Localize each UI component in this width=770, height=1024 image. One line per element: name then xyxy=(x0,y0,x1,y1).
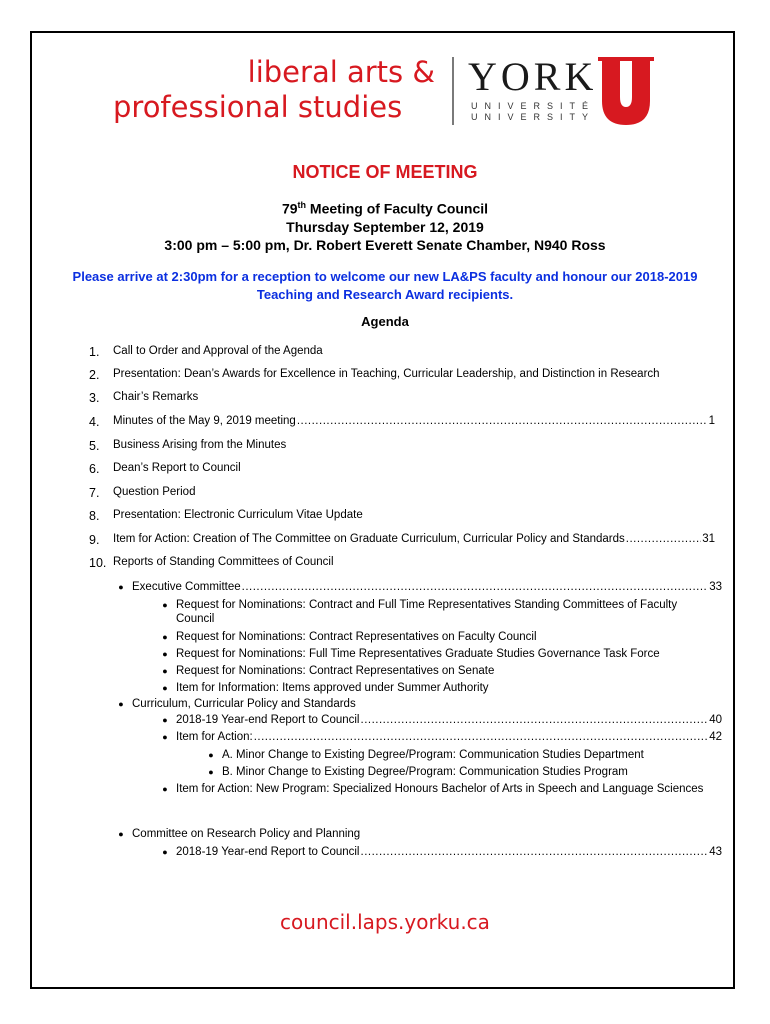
dot-leader xyxy=(626,533,701,547)
agenda-item-number: 1. xyxy=(89,345,100,359)
logo-divider xyxy=(452,57,454,125)
agenda-item-number: 3. xyxy=(89,391,100,405)
meeting-number: 79 xyxy=(281,200,298,217)
bullet-icon: ● xyxy=(162,732,168,742)
meeting-date: Thursday September 12, 2019 xyxy=(286,218,484,235)
page-number: 33 xyxy=(709,581,722,593)
bullet-icon: ● xyxy=(162,683,168,693)
agenda-item xyxy=(89,345,715,359)
committee-research xyxy=(110,827,722,841)
meeting-ordinal: th xyxy=(297,200,307,210)
meeting-details xyxy=(0,196,770,254)
committee-executive-text: Executive Committee xyxy=(132,581,241,593)
curriculum-year-end xyxy=(154,713,722,727)
dot-leader xyxy=(254,730,709,744)
council-website-link[interactable]: council.laps.yorku.ca xyxy=(280,910,490,934)
meeting-time-place: 3:00 pm – 5:00 pm, Dr. Robert Everett Senate Chamber, N940 Ross xyxy=(164,236,606,253)
curriculum-new-program xyxy=(154,782,716,796)
committee-curriculum xyxy=(110,697,722,711)
committee-curriculum-text: Curriculum, Curricular Policy and Standards xyxy=(132,698,356,710)
executive-item xyxy=(154,681,694,695)
bullet-icon: ● xyxy=(162,649,168,659)
agenda-item-page: 1 xyxy=(708,415,715,427)
agenda-item-text: Reports of Standing Committees of Council xyxy=(113,556,334,568)
agenda-item xyxy=(89,486,715,500)
agenda-item-number: 9. xyxy=(89,533,100,547)
dot-leader xyxy=(297,415,708,429)
agenda-item xyxy=(89,556,715,570)
laps-line2: professional studies xyxy=(113,90,403,124)
meeting-name xyxy=(0,196,770,218)
agenda-heading: Agenda xyxy=(361,314,409,329)
meeting-title: Meeting of Faculty Council xyxy=(306,200,489,217)
curriculum-action-text: Item for Action: xyxy=(176,731,253,743)
agenda-item-number: 5. xyxy=(89,439,100,453)
agenda-item-number: 4. xyxy=(89,415,100,429)
agenda-item xyxy=(89,391,715,405)
dot-leader xyxy=(242,580,709,594)
bullet-icon: ● xyxy=(162,666,168,676)
agenda-item-number: 6. xyxy=(89,462,100,476)
reception-notice: Please arrive at 2:30pm for a reception to welcome our new LA&PS faculty and honour our 2018-2019 Teaching and Research Award recipients. xyxy=(72,269,698,302)
research-year-end xyxy=(154,845,722,859)
agenda-item xyxy=(89,509,715,523)
agenda-item-text: Presentation: Dean’s Awards for Excellence in Teaching, Curricular Leadership, and Distinction in Research xyxy=(113,368,660,380)
agenda-item-text: Call to Order and Approval of the Agenda xyxy=(113,345,323,357)
agenda-item-number: 10. xyxy=(89,556,107,570)
curriculum-new-program-text: Item for Action: New Program: Specialized Honours Bachelor of Arts in Speech and Language Sciences xyxy=(176,783,704,795)
york-u-icon xyxy=(598,57,654,127)
executive-item-text: Request for Nominations: Contract Representatives on Senate xyxy=(176,665,495,677)
agenda-item xyxy=(89,439,715,453)
agenda-item-text: Item for Action: Creation of The Committee on Graduate Curriculum, Curricular Policy and Standards xyxy=(113,533,625,545)
action-item xyxy=(200,748,700,762)
bullet-icon: ● xyxy=(118,829,124,839)
committee-research-text: Committee on Research Policy and Planning xyxy=(132,828,361,840)
bullet-icon: ● xyxy=(118,582,124,592)
executive-item xyxy=(154,630,694,644)
page-number: 43 xyxy=(709,846,722,858)
page-number: 40 xyxy=(709,714,722,726)
bullet-icon: ● xyxy=(162,715,168,725)
laps-wordmark xyxy=(113,55,435,125)
bullet-icon: ● xyxy=(162,847,168,857)
page-number: 42 xyxy=(709,731,722,743)
universite-label: UNIVERSITÉ xyxy=(471,101,596,111)
agenda-item-text: Business Arising from the Minutes xyxy=(113,439,287,451)
executive-item xyxy=(154,647,694,661)
notice-title: NOTICE OF MEETING xyxy=(292,162,478,182)
bullet-icon: ● xyxy=(208,767,214,777)
agenda-item-text: Dean’s Report to Council xyxy=(113,462,241,474)
bullet-icon: ● xyxy=(162,784,168,794)
curriculum-year-end-text: 2018-19 Year-end Report to Council xyxy=(176,714,360,726)
agenda-item xyxy=(89,533,715,547)
agenda-item-text: Question Period xyxy=(113,486,196,498)
action-item-text: A. Minor Change to Existing Degree/Program: Communication Studies Department xyxy=(222,749,644,761)
laps-line1: liberal arts & xyxy=(247,55,435,89)
executive-item-text: Request for Nominations: Contract Representatives on Faculty Council xyxy=(176,631,537,643)
executive-item xyxy=(154,598,694,626)
executive-item xyxy=(154,664,694,678)
committee-executive xyxy=(110,580,722,594)
agenda-item xyxy=(89,415,715,429)
action-item xyxy=(200,765,700,779)
action-item-text: B. Minor Change to Existing Degree/Program: Communication Studies Program xyxy=(222,766,628,778)
research-year-end-text: 2018-19 Year-end Report to Council xyxy=(176,846,360,858)
bullet-icon: ● xyxy=(162,600,168,610)
agenda-item-number: 7. xyxy=(89,486,100,500)
university-label: UNIVERSITY xyxy=(471,112,596,122)
dot-leader xyxy=(361,713,709,727)
executive-item-text: Request for Nominations: Full Time Representatives Graduate Studies Governance Task Force xyxy=(176,648,660,660)
agenda-item xyxy=(89,462,715,476)
executive-item-text: Item for Information: Items approved under Summer Authority xyxy=(176,682,489,694)
agenda-item-text: Presentation: Electronic Curriculum Vitae Update xyxy=(113,509,363,521)
laps-york-logo xyxy=(113,55,658,129)
agenda-item-text: Minutes of the May 9, 2019 meeting xyxy=(113,415,296,427)
executive-item-text: Request for Nominations: Contract and Full Time Representatives Standing Committees of Faculty Council xyxy=(176,599,678,625)
bullet-icon: ● xyxy=(208,750,214,760)
york-wordmark: YORK xyxy=(468,54,598,99)
agenda-item-text: Chair’s Remarks xyxy=(113,391,199,403)
bullet-icon: ● xyxy=(162,632,168,642)
agenda-item-number: 2. xyxy=(89,368,100,382)
agenda-item xyxy=(89,368,715,382)
curriculum-action xyxy=(154,730,722,744)
bullet-icon: ● xyxy=(118,699,124,709)
dot-leader xyxy=(361,845,709,859)
agenda-item-number: 8. xyxy=(89,509,100,523)
agenda-item-page: 31 xyxy=(702,533,715,545)
